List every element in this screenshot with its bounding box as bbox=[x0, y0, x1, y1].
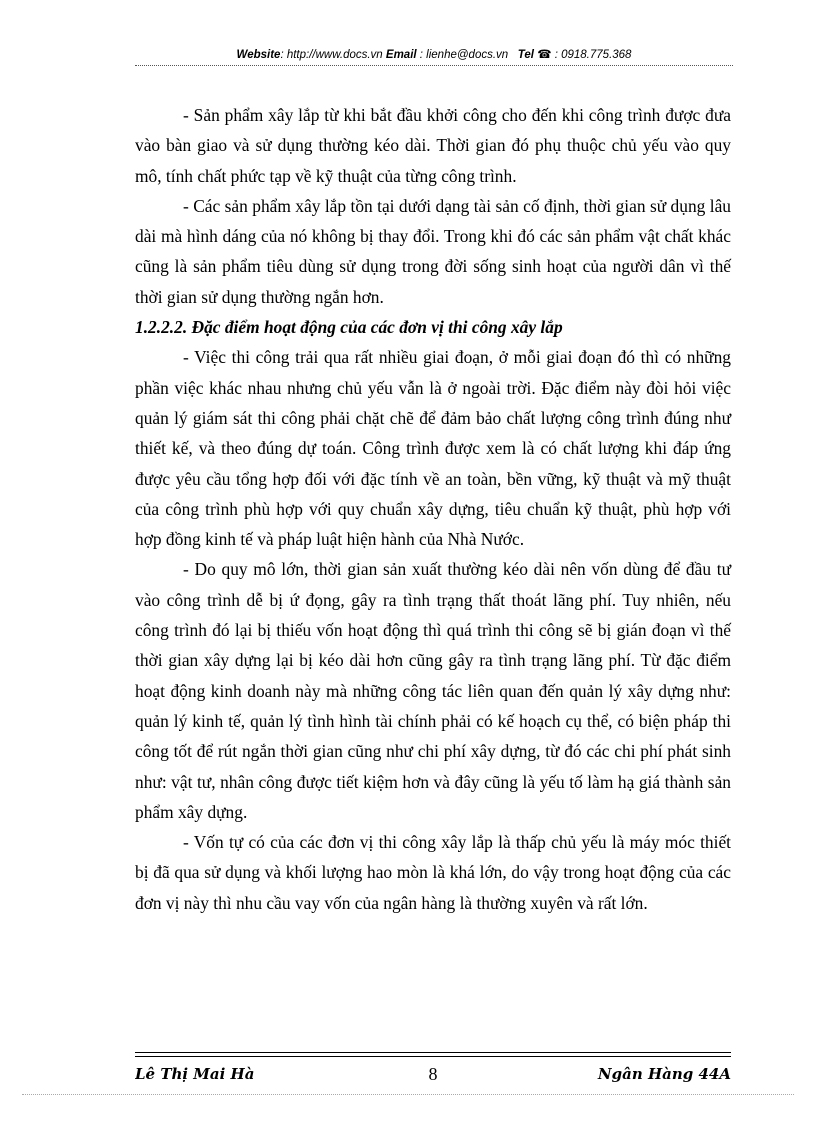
page-bottom-divider bbox=[22, 1094, 794, 1095]
email-label: Email bbox=[385, 49, 417, 61]
website-url[interactable]: : http://www.docs.vn bbox=[280, 49, 383, 61]
footer-divider-top bbox=[135, 1052, 731, 1053]
tel-label: Tel bbox=[517, 49, 534, 61]
website-label: Website bbox=[236, 49, 281, 61]
paragraph-5: - Vốn tự có của các đơn vị thi công xây lắp là thấp chủ yếu là máy móc thiết bị đã qua sử dụng và khối lượng hao mòn là khá lớn, do vậy trong hoạt động của các đơn vị này thì nhu cầu vay vốn của ngân hàng là thường xuyên và rất lớn. bbox=[135, 832, 731, 913]
email-address[interactable]: : lienhe@docs.vn bbox=[416, 49, 509, 61]
tel-number: ☎ : 0918.775.368 bbox=[537, 49, 632, 61]
page-header bbox=[135, 48, 733, 62]
page-footer bbox=[135, 1060, 731, 1082]
document-body bbox=[135, 100, 731, 918]
paragraph-3: - Việc thi công trải qua rất nhiều giai đoạn, ở mỗi giai đoạn đó thì có những phần việc khác nhau nhưng chủ yếu vẫn là ở ngoài trời. Đặc điểm này đòi hỏi việc quản lý giám sát thi công phải chặt chẽ để đảm bảo chất lượng công trình đúng như thiết kế, và theo đúng dự toán. Công trình được xem là có chất lượng khi đáp ứng được yêu cầu tổng hợp đối với đặc tính về an toàn, bền vững, kỹ thuật và mỹ thuật của công trình phù hợp với quy chuẩn xây dựng, tiêu chuẩn kỹ thuật, phù hợp với hợp đồng kinh tế và pháp luật hiện hành của Nhà Nước. bbox=[135, 347, 731, 550]
paragraph-4: - Do quy mô lớn, thời gian sản xuất thường kéo dài nên vốn dùng để đầu tư vào công trình dễ bị ứ đọng, gây ra tình trạng thất thoát lãng phí. Tuy nhiên, nếu công trình đó lại bị thiếu vốn hoạt động thì quá trình thi công sẽ bị gián đoạn vì thế thời gian xây dựng lại bị kéo dài hơn cũng gây ra tình trạng lãng phí. Từ đặc điểm hoạt động kinh doanh này mà những công tác liên quan đến quản lý xây dựng như: quản lý kinh tế, quản lý tình hình tài chính phải có kế hoạch cụ thể, có biện pháp thi công tốt để rút ngắn thời gian cũng như chi phí xây dựng, từ đó các chi phí phát sinh như: vật tư, nhân công được tiết kiệm hơn và đây cũng là yếu tố làm hạ giá thành sản phẩm xây dựng. bbox=[135, 559, 731, 822]
paragraph-2: - Các sản phẩm xây lắp tồn tại dưới dạng tài sản cố định, thời gian sử dụng lâu dài mà hình dáng của nó không bị thay đổi. Trong khi đó các sản phẩm vật chất khác cũng là sản phẩm tiêu dùng sử dụng trong đời sống sinh hoạt của người dân vì thế thời gian sử dụng thường ngắn hơn. bbox=[135, 195, 731, 307]
footer-class-name: Ngân Hàng 44A bbox=[597, 1065, 731, 1082]
paragraph-1: - Sản phẩm xây lắp từ khi bắt đầu khởi công cho đến khi công trình được đưa vào bàn giao và sử dụng thường kéo dài. Thời gian đó phụ thuộc chủ yếu vào quy mô, tính chất phức tạp về kỹ thuật của từng công trình. bbox=[135, 105, 731, 186]
section-heading: 1.2.2.2. Đặc điểm hoạt động của các đơn vị thi công xây lắp bbox=[135, 317, 563, 338]
page-number: 8 bbox=[428, 1064, 438, 1082]
header-divider bbox=[135, 65, 733, 66]
footer-divider-bottom bbox=[135, 1056, 731, 1057]
footer-author: Lê Thị Mai Hà bbox=[135, 1065, 255, 1082]
